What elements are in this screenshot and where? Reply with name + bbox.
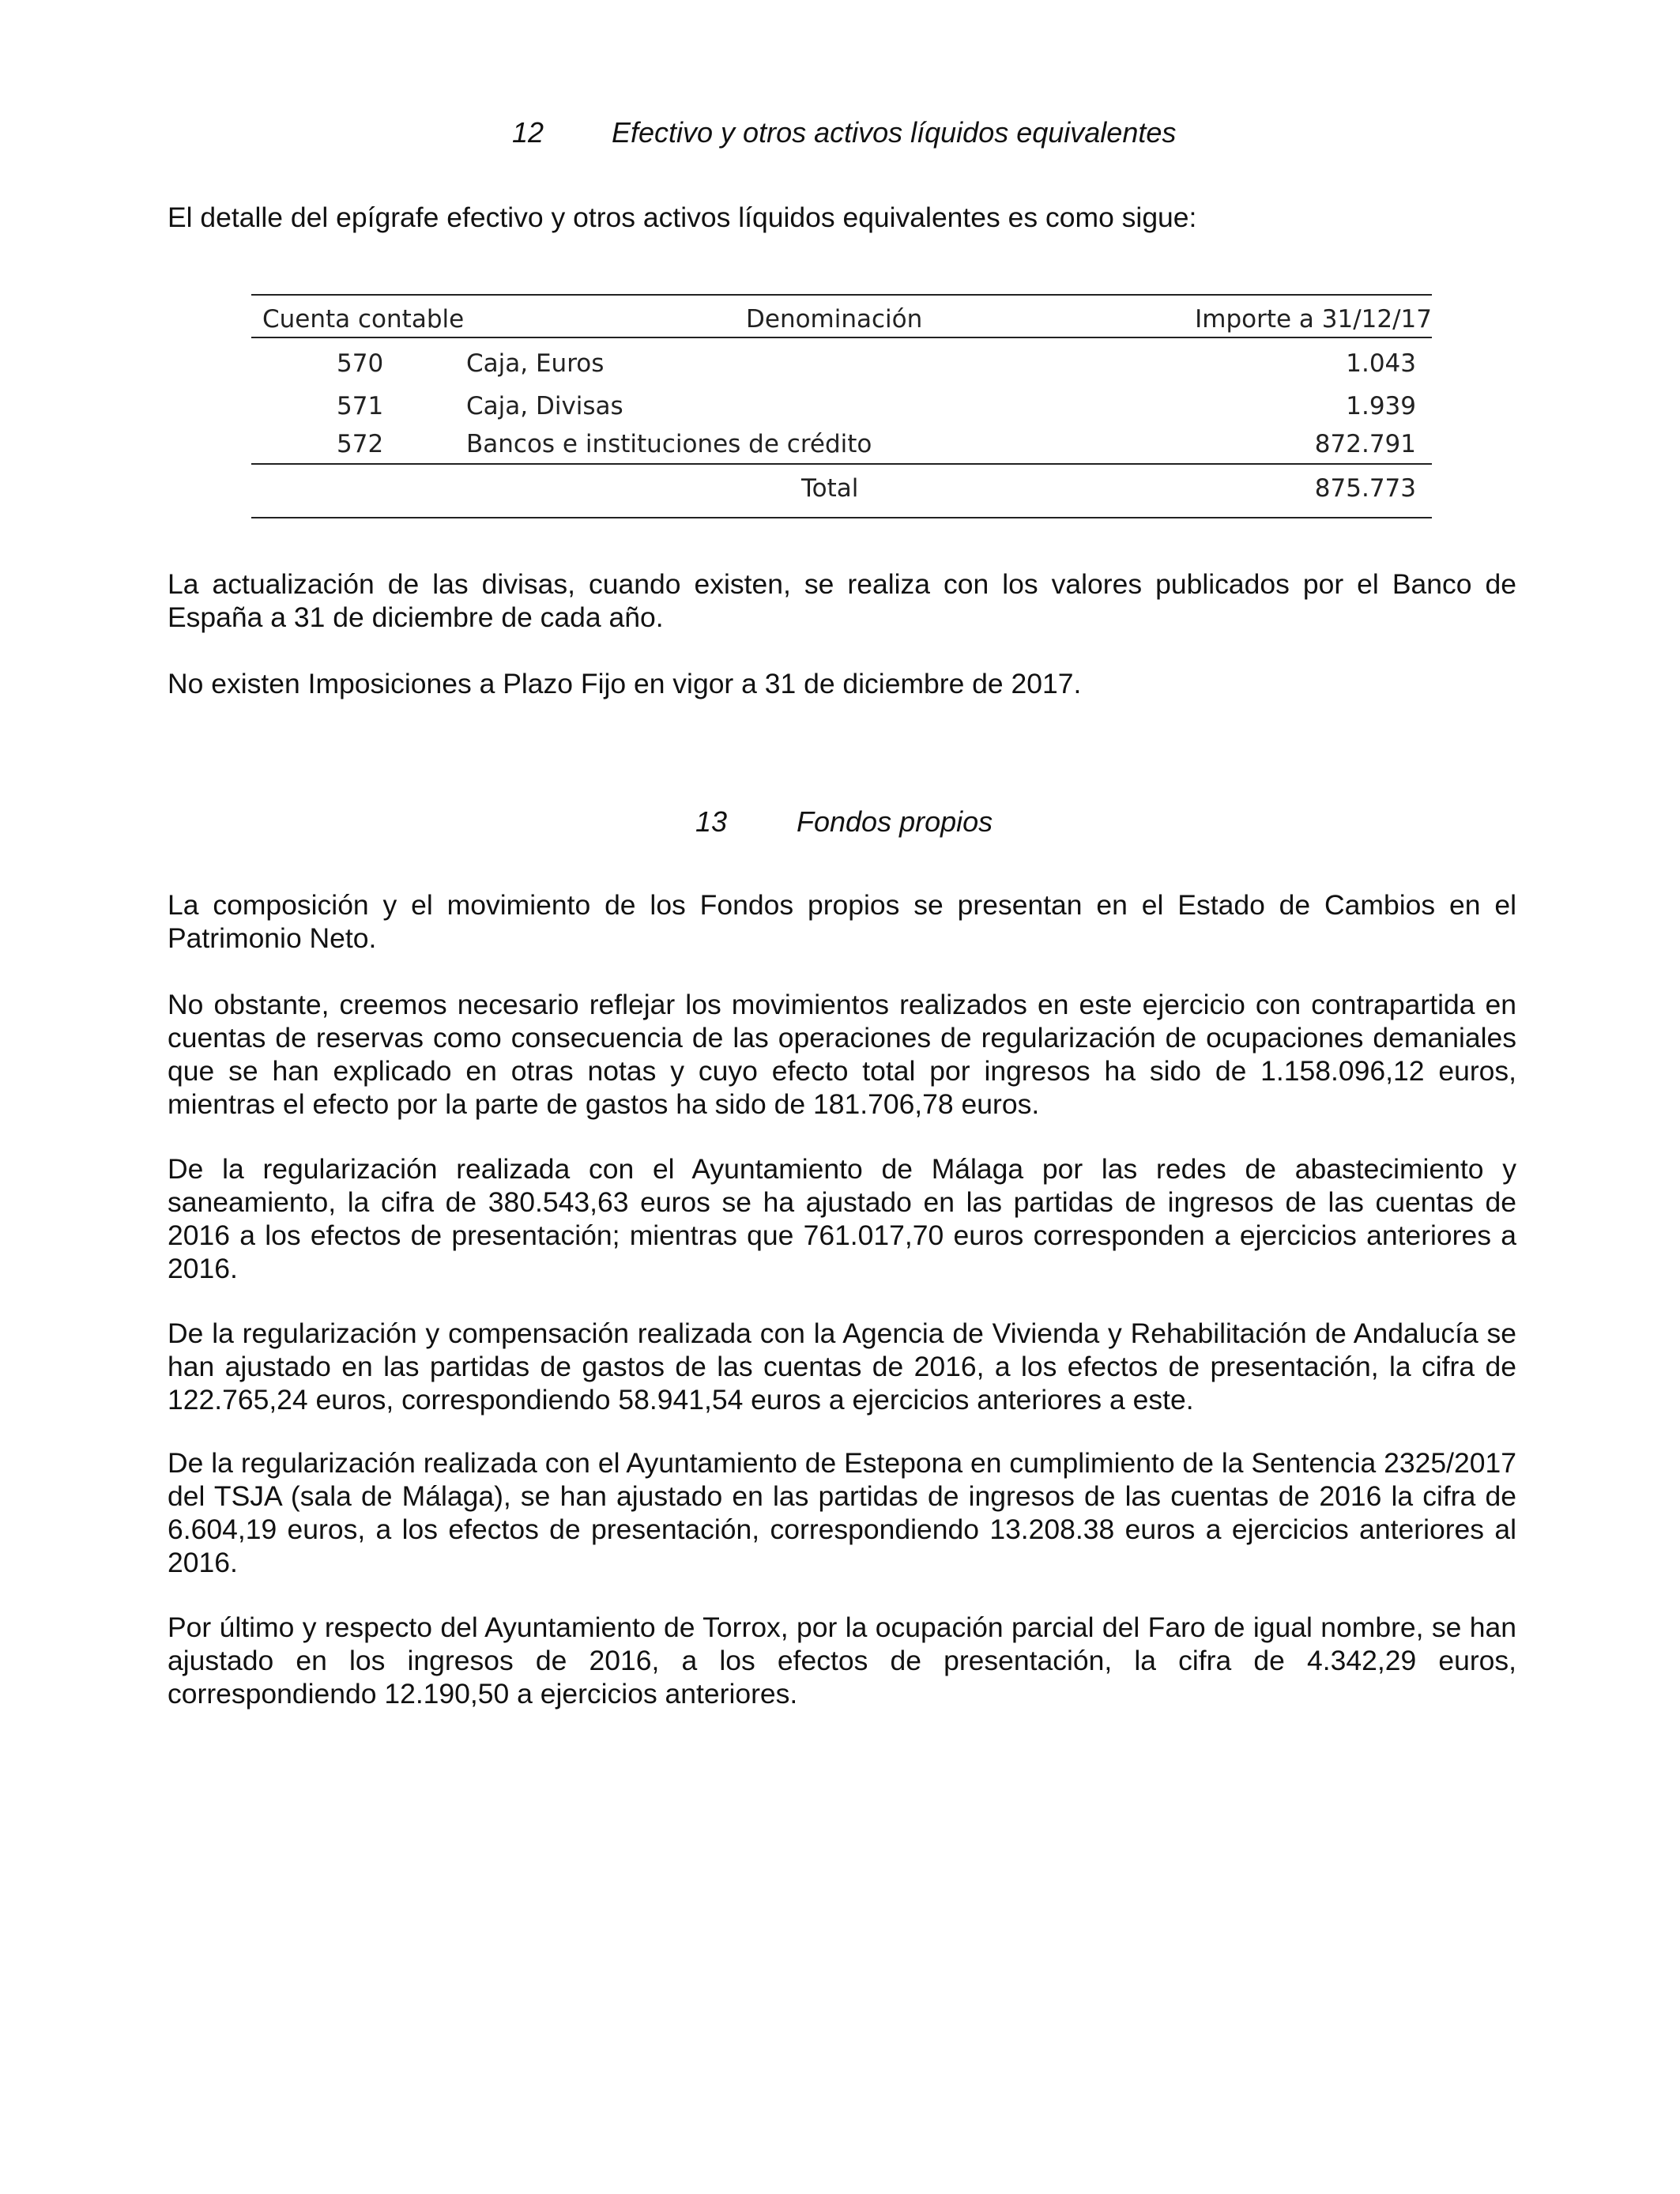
section-13-paragraph-6: Por último y respecto del Ayuntamiento de Torrox, por la ocupación parcial del Faro de igual nombre, se han ajustado en los ingresos de 2016, a los efectos de presentación, la cifra de 4.342,29 euros, correspondiendo 12.190,50 a ejercicios anteriores.: [168, 1612, 1516, 1710]
section-13-paragraph-2: No obstante, creemos necesario reflejar los movimientos realizados en este ejercicio con contrapartida en cuentas de reservas como consecuencia de las operaciones de regularización de ocupaciones demaniales que se han explicado en otras notas y cuyo efecto total por ingresos ha sido de 1.158.096,12 euros, mientras el efecto por la parte de gastos ha sido de 181.706,78 euros.: [168, 989, 1516, 1120]
section-12-heading: [512, 117, 1223, 149]
section-13-paragraph-1: La composición y el movimiento de los Fondos propios se presentan en el Estado de Cambios en el Patrimonio Neto.: [168, 889, 1516, 954]
row-572-amount: 872.791: [1314, 430, 1416, 458]
header-name: Denominación: [746, 305, 923, 334]
row-571-amount: 1.939: [1346, 392, 1416, 420]
section-13-paragraph-3: De la regularización realizada con el Ayuntamiento de Málaga por las redes de abastecimiento y saneamiento, la cifra de 380.543,63 euros se ha ajustado en las partidas de ingresos de las cuentas de 2016 a los efectos de presentación; mientras que 761.017,70 euros corresponden a ejercicios anteriores a 2016.: [168, 1153, 1516, 1284]
row-570-name: Caja, Euros: [466, 349, 605, 378]
header-rule: [251, 337, 1432, 338]
header-amount: Importe a 31/12/17: [1195, 305, 1432, 334]
total-amount: 875.773: [1314, 474, 1416, 503]
cash-table: [251, 294, 1432, 520]
section-title: Efectivo y otros activos líquidos equivalentes: [612, 116, 1177, 149]
section-12-paragraph-1: La actualización de las divisas, cuando existen, se realiza con los valores publicados por el Banco de España a 31 de diciembre de cada año.: [168, 568, 1516, 633]
section-12-intro: El detalle del epígrafe efectivo y otros activos líquidos equivalentes es como sigue:: [168, 202, 1197, 233]
section-12-paragraph-2: No existen Imposiciones a Plazo Fijo en vigor a 31 de diciembre de 2017.: [168, 668, 1082, 699]
total-rule: [251, 463, 1432, 465]
row-570-amount: 1.043: [1346, 349, 1416, 378]
total-label: Total: [801, 474, 859, 503]
row-572-account: 572: [337, 430, 384, 458]
section-number: 13: [695, 805, 728, 838]
table-top-rule: [251, 294, 1432, 296]
section-13-heading: [695, 806, 1090, 838]
row-571-account: 571: [337, 392, 384, 420]
row-572-name: Bancos e instituciones de crédito: [466, 430, 872, 458]
row-570-account: 570: [337, 349, 384, 378]
row-571-name: Caja, Divisas: [466, 392, 623, 420]
header-account: Cuenta contable: [262, 305, 465, 334]
section-number: 12: [512, 116, 544, 149]
section-title: Fondos propios: [797, 805, 993, 838]
table-bottom-rule: [251, 517, 1432, 518]
section-13-paragraph-5: De la regularización realizada con el Ayuntamiento de Estepona en cumplimiento de la Sentencia 2325/2017 del TSJA (sala de Málaga), se han ajustado en las partidas de ingresos de las cuentas de 2016 la cifra de 6.604,19 euros, a los efectos de presentación, correspondiendo 13.208.38 euros a ejercicios anteriores al 2016.: [168, 1447, 1516, 1578]
section-13-paragraph-4: De la regularización y compensación realizada con la Agencia de Vivienda y Rehabilitación de Andalucía se han ajustado en las partidas de gastos de las cuentas de 2016, a los efectos de presentación, la cifra de 122.765,24 euros, correspondiendo 58.941,54 euros a ejercicios anteriores a este.: [168, 1318, 1516, 1416]
